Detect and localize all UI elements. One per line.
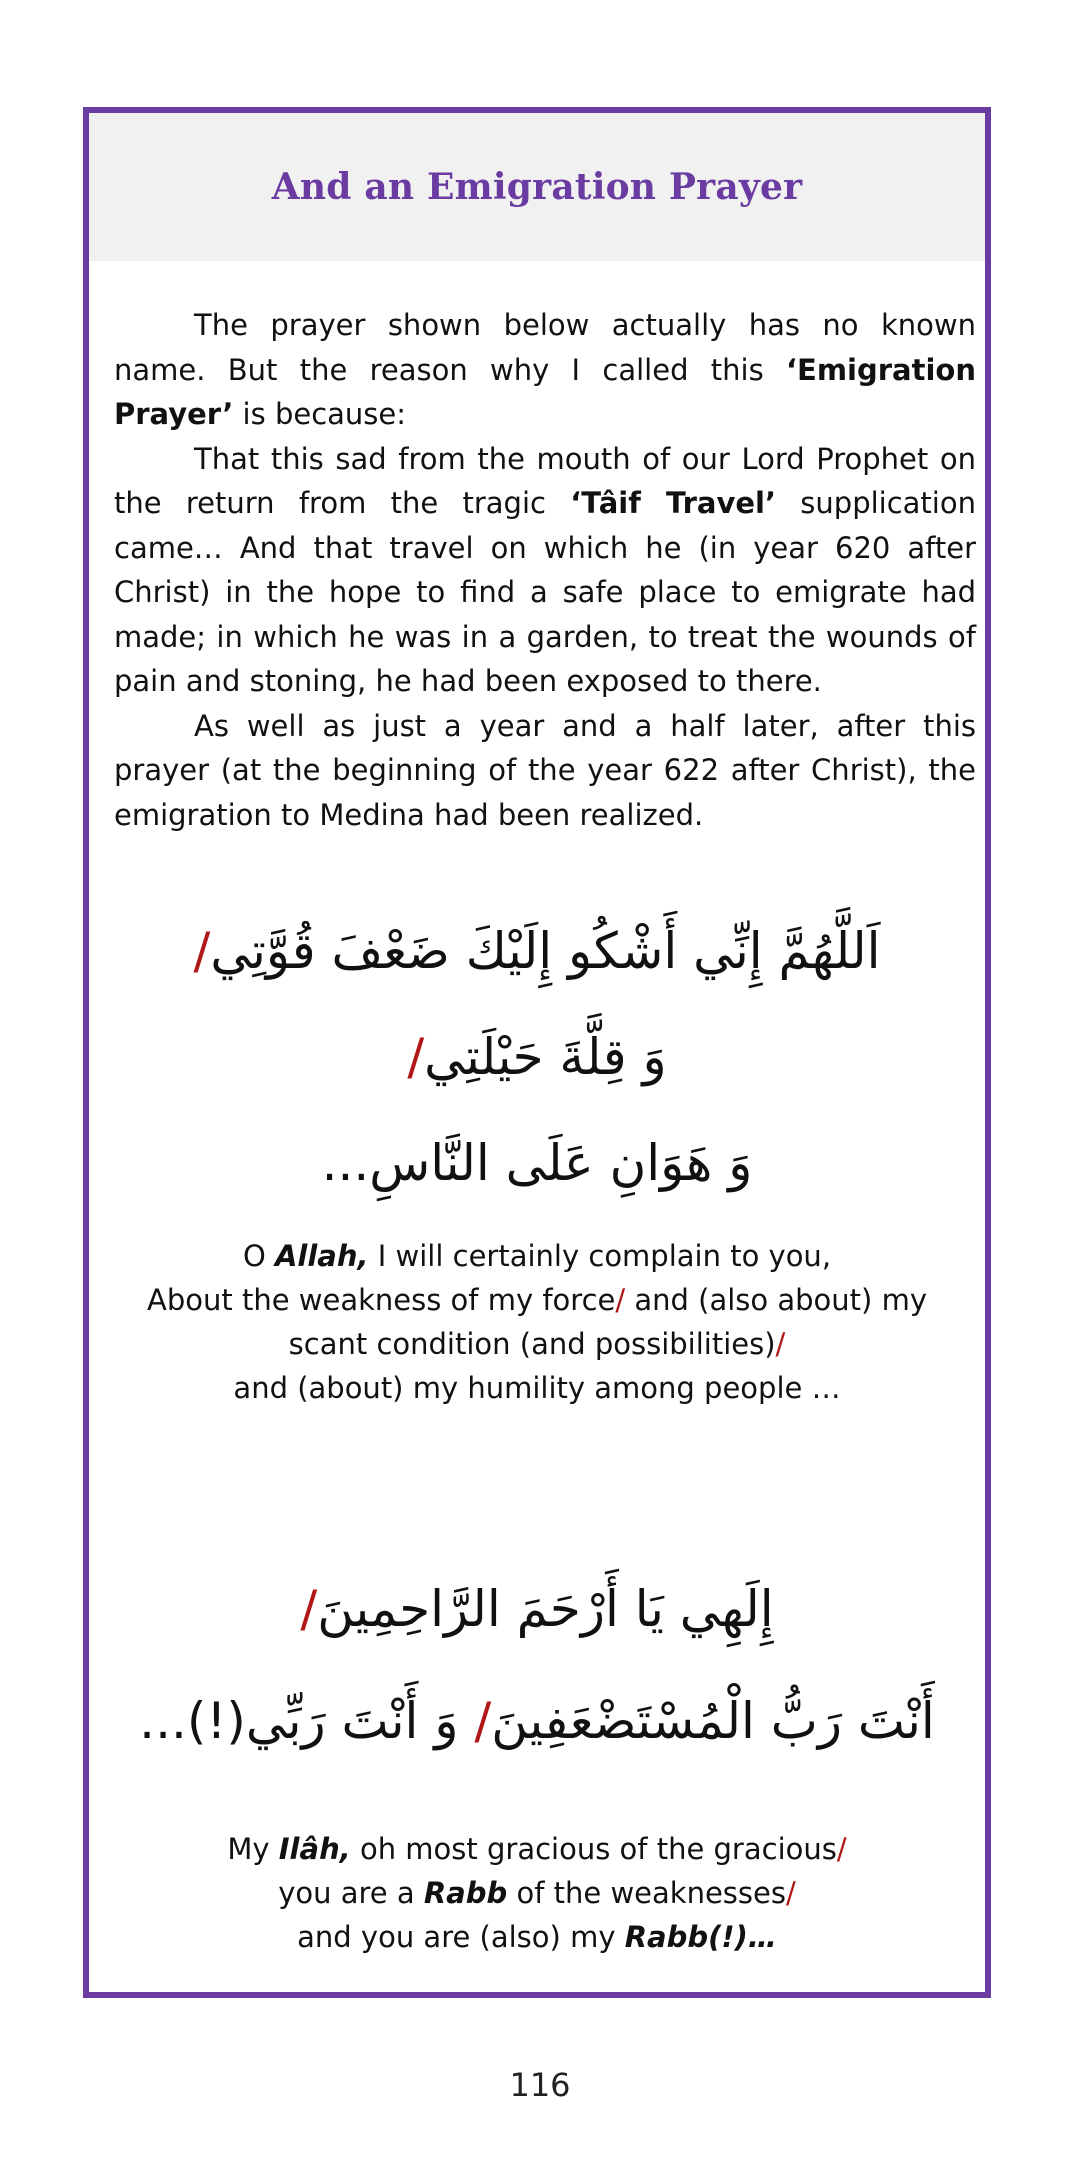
page-title: And an Emigration Prayer (271, 166, 803, 208)
ilah-term: Ilâh, (278, 1832, 351, 1866)
intro-paragraph-2: That this sad from the mouth of our Lord Prophet on the return from the tragic ‘Tâif Travel’ supplication came… And that travel on which he (in year 620 after Christ) in the hope to find a safe place to emigrate had made; in which he was in a garden, to treat the wounds of pain and stoning, he had been exposed to there. (114, 441, 976, 698)
separator-slash: / (407, 1028, 425, 1086)
prayer-2-translation (89, 1827, 985, 1959)
separator-slash: / (300, 1580, 318, 1638)
emigration-prayer-term: ‘Emigration Prayer’ (114, 352, 976, 431)
separator-slash: / (785, 1876, 796, 1910)
separator-slash: / (836, 1832, 847, 1866)
translation-line: you are a Rabb of the weaknesses/ (278, 1876, 796, 1910)
rabb-term: Rabb (423, 1876, 508, 1910)
arabic-line: اَللَّهُمَّ إِنِّي أَشْكُو إِلَيْكَ ضَعْفَ قُوَّتِي/ (193, 922, 881, 980)
page-number: 116 (509, 2066, 571, 2104)
translation-line: About the weakness of my force/ and (also about) my (147, 1283, 927, 1317)
separator-slash: / (775, 1327, 786, 1361)
separator-slash: / (615, 1283, 626, 1317)
title-header (89, 113, 985, 261)
arabic-line: وَ هَوَانِ عَلَى النَّاسِ... (321, 1134, 753, 1192)
translation-line: O Allah, I will certainly complain to you, (242, 1239, 832, 1273)
separator-slash: / (474, 1692, 492, 1750)
arabic-line: إِلَهِي يَا أَرْحَمَ الرَّاحِمِينَ/ (300, 1580, 774, 1638)
intro-paragraph-3: As well as just a year and a half later, after this prayer (at the beginning of the year 622 after Christ), the emigration to Medina had been realized. (114, 708, 976, 832)
prayer-1-translation (89, 1234, 985, 1410)
separator-slash: / (193, 922, 211, 980)
taif-travel-term: ‘Tâif Travel’ (570, 486, 777, 520)
intro-text (114, 303, 976, 837)
translation-line: and you are (also) my Rabb(!)… (297, 1920, 777, 1954)
translation-line: and (about) my humility among people … (233, 1371, 841, 1405)
intro-paragraph-1: The prayer shown below actually has no known name. But the reason why I called this ‘Emigration Prayer’ is because: (114, 308, 976, 431)
prayer-1-arabic (89, 898, 985, 1216)
translation-line: My Ilâh, oh most gracious of the gracious/ (227, 1832, 847, 1866)
translation-line: scant condition (and possibilities)/ (288, 1327, 786, 1361)
rabb-term: Rabb(!)… (624, 1920, 777, 1954)
allah-term: Allah, (274, 1239, 369, 1273)
arabic-line: وَ قِلَّةَ حَيْلَتِي/ (407, 1028, 667, 1086)
arabic-line: أَنْتَ رَبُّ الْمُسْتَضْعَفِينَ/ وَ أَنْتَ رَبِّي(!)... (139, 1692, 935, 1750)
prayer-2-arabic (89, 1553, 985, 1777)
content-frame (83, 107, 991, 1998)
